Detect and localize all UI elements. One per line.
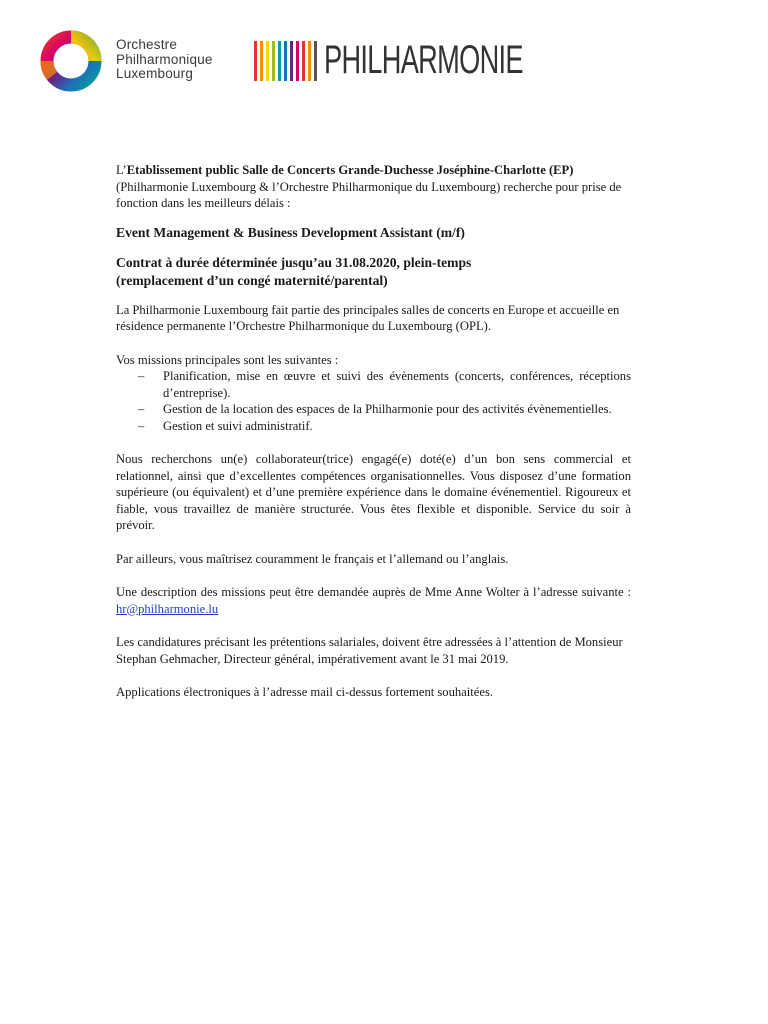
philharmonie-logo [254, 38, 523, 82]
about-paragraph: La Philharmonie Luxembourg fait partie des principales salles de concerts en Europe et accueille en résidence permanente l’Orchestre Philharmonique du Luxembourg (OPL). [116, 302, 620, 333]
intro-paragraph [116, 162, 631, 212]
letterhead [38, 28, 523, 90]
intro-rest: (Philharmonie Luxembourg & l’Orchestre Philharmonique du Luxembourg) recherche pour prise de fonction dans les meilleurs délais : [116, 179, 622, 210]
dash-bullet: – [138, 402, 145, 416]
applications-paragraph: Les candidatures précisant les prétentions salariales, doivent être adressées à l’attention de Monsieur Stephan Gehmacher, Directeur général, impérativement avant le 31 mai 2019. [116, 635, 623, 666]
opl-logo-line: Philharmonique [116, 51, 213, 67]
philharmonie-wordmark: PHILHARMONIE [324, 38, 523, 82]
list-item [138, 401, 631, 418]
description-text: Une description des missions peut être demandée auprès de Mme Anne Wolter à l’adresse suivante : [116, 585, 631, 599]
description-paragraph [116, 584, 631, 617]
list-item [138, 368, 631, 401]
languages-paragraph: Par ailleurs, vous maîtrisez couramment le français et l’allemand ou l’anglais. [116, 551, 509, 566]
profile-paragraph: Nous recherchons un(e) collaborateur(trice) engagé(e) doté(e) d’un bon sens commercial et relationnel, ainsi que d’excellentes compétences organisationnelles. Vous disposez d’une formation supérieure (ou équivalent) et d’une première expérience dans le domaine événementiel. Rigoureux et fiable, vous travaillez de manière structurée. Vous êtes flexible et disponible. Service du soir à prévoir. [116, 452, 631, 532]
mission-text: Planification, mise en œuvre et suivi des évènements (concerts, conférences, réceptions d’entreprise). [163, 369, 631, 400]
dash-bullet: – [138, 369, 145, 383]
email-link[interactable]: hr@philharmonie.lu [116, 601, 219, 616]
dash-bullet: – [138, 418, 145, 433]
missions-list [116, 368, 631, 434]
list-item [138, 418, 631, 435]
contract-line-1: Contrat à durée déterminée jusqu’au 31.08.2020, plein-temps [116, 254, 472, 270]
job-posting [116, 162, 631, 701]
closing-paragraph: Applications électroniques à l’adresse mail ci-dessus fortement souhaitées. [116, 685, 493, 699]
mission-text: Gestion de la location des espaces de la Philharmonie pour des activités évènementielles. [163, 402, 612, 416]
opl-ring-logo [38, 28, 104, 94]
job-title: Event Management & Business Development Assistant (m/f) [116, 224, 465, 240]
mission-text: Gestion et suivi administratif. [163, 418, 313, 433]
missions-intro: Vos missions principales sont les suivantes : [116, 352, 339, 367]
contract-line-2: (remplacement d’un congé maternité/parental) [116, 272, 388, 288]
spectrum-bars-icon [254, 41, 320, 81]
organization-name: Etablissement public Salle de Concerts Grande-Duchesse Joséphine-Charlotte (EP) [126, 163, 574, 177]
intro-prefix: L’ [116, 163, 127, 177]
opl-logo-text [116, 38, 213, 82]
opl-logo-line: Luxembourg [116, 66, 194, 81]
opl-logo-line: Orchestre [116, 37, 178, 52]
